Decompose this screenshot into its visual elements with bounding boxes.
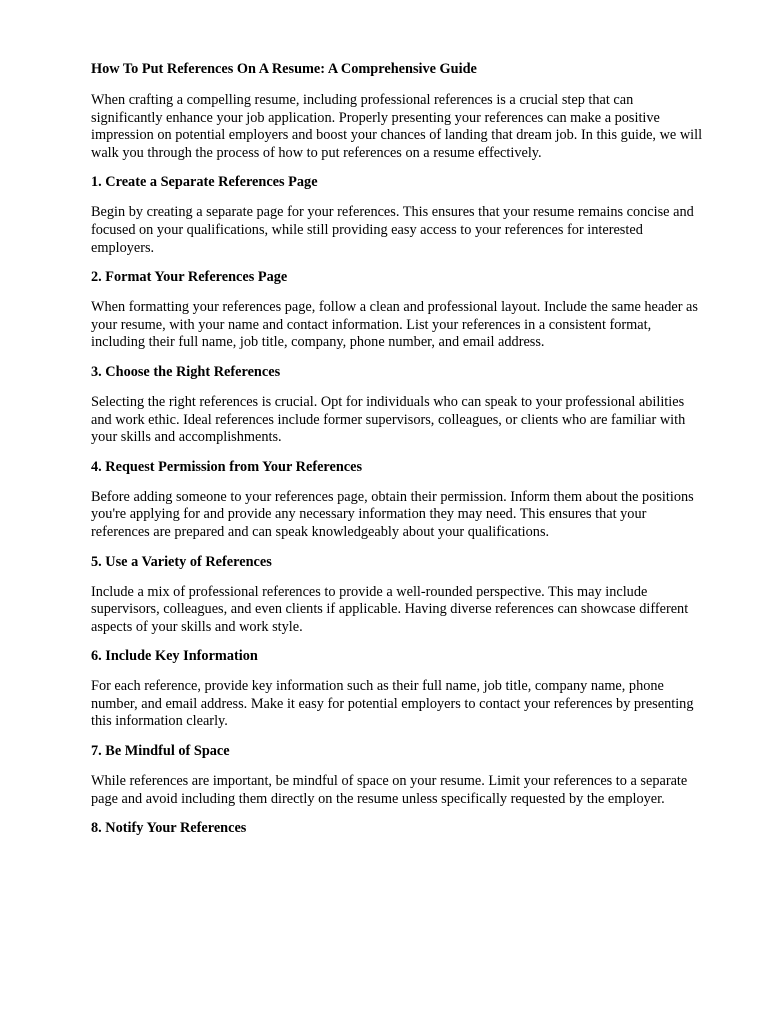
section-body: For each reference, provide key information such as their full name, job title, company name, phone number, and email address. Make it easy for potential employers to contact your references by presenting this information clearly. [91, 678, 694, 730]
section-heading: 3. Choose the Right References [91, 363, 281, 380]
section-body: Selecting the right references is crucial. Opt for individuals who can speak to your professional abilities and work ethic. Ideal references include former supervisors, colleagues, or clients who are familiar with your skills and accomplishments. [91, 393, 686, 446]
section-body: When formatting your references page, follow a clean and professional layout. Include the same header as your resume, with your name and contact information. List your references in a consistent format, including their full name, job title, company, phone number, and email address. [91, 299, 698, 351]
section-body: While references are important, be mindful of space on your resume. Limit your references to a separate page and avoid including them directly on the resume unless specifically requested by the employer. [91, 773, 688, 807]
section-heading: 6. Include Key Information [91, 648, 258, 665]
section-4 [91, 459, 708, 542]
section-7 [91, 743, 708, 808]
section-6 [91, 648, 708, 731]
section-heading: 7. Be Mindful of Space [91, 743, 230, 760]
section-8 [91, 820, 708, 837]
section-heading: 5. Use a Variety of References [91, 553, 272, 570]
section-body: Before adding someone to your references page, obtain their permission. Inform them about the positions you're applying for and provide any necessary information they may need. This ensures that your references are prepared and can speak knowledgeably about your qualifications. [91, 488, 694, 540]
section-body: Begin by creating a separate page for your references. This ensures that your resume remains concise and focused on your qualifications, while still providing easy access to your references for interested employers. [91, 204, 694, 256]
section-body: Include a mix of professional references to provide a well-rounded perspective. This may include supervisors, colleagues, and even clients if applicable. Having diverse references can showcase different aspects of your skills and work style. [91, 583, 689, 635]
section-1 [91, 174, 708, 257]
section-heading: 2. Format Your References Page [91, 269, 288, 286]
document-title: How To Put References On A Resume: A Comprehensive Guide [91, 61, 477, 77]
section-heading: 4. Request Permission from Your References [91, 458, 363, 475]
section-3 [91, 364, 708, 447]
section-heading: 8. Notify Your References [91, 820, 247, 837]
section-2 [91, 269, 708, 352]
section-5 [91, 554, 708, 637]
section-heading: 1. Create a Separate References Page [91, 174, 318, 191]
intro-paragraph: When crafting a compelling resume, including professional references is a crucial step that can significantly enhance your job application. Properly presenting your references can make a positive impression on potential employers and boost your chances of landing that dream job. In this guide, we will walk you through the process of how to put references on a resume effectively. [91, 92, 703, 161]
